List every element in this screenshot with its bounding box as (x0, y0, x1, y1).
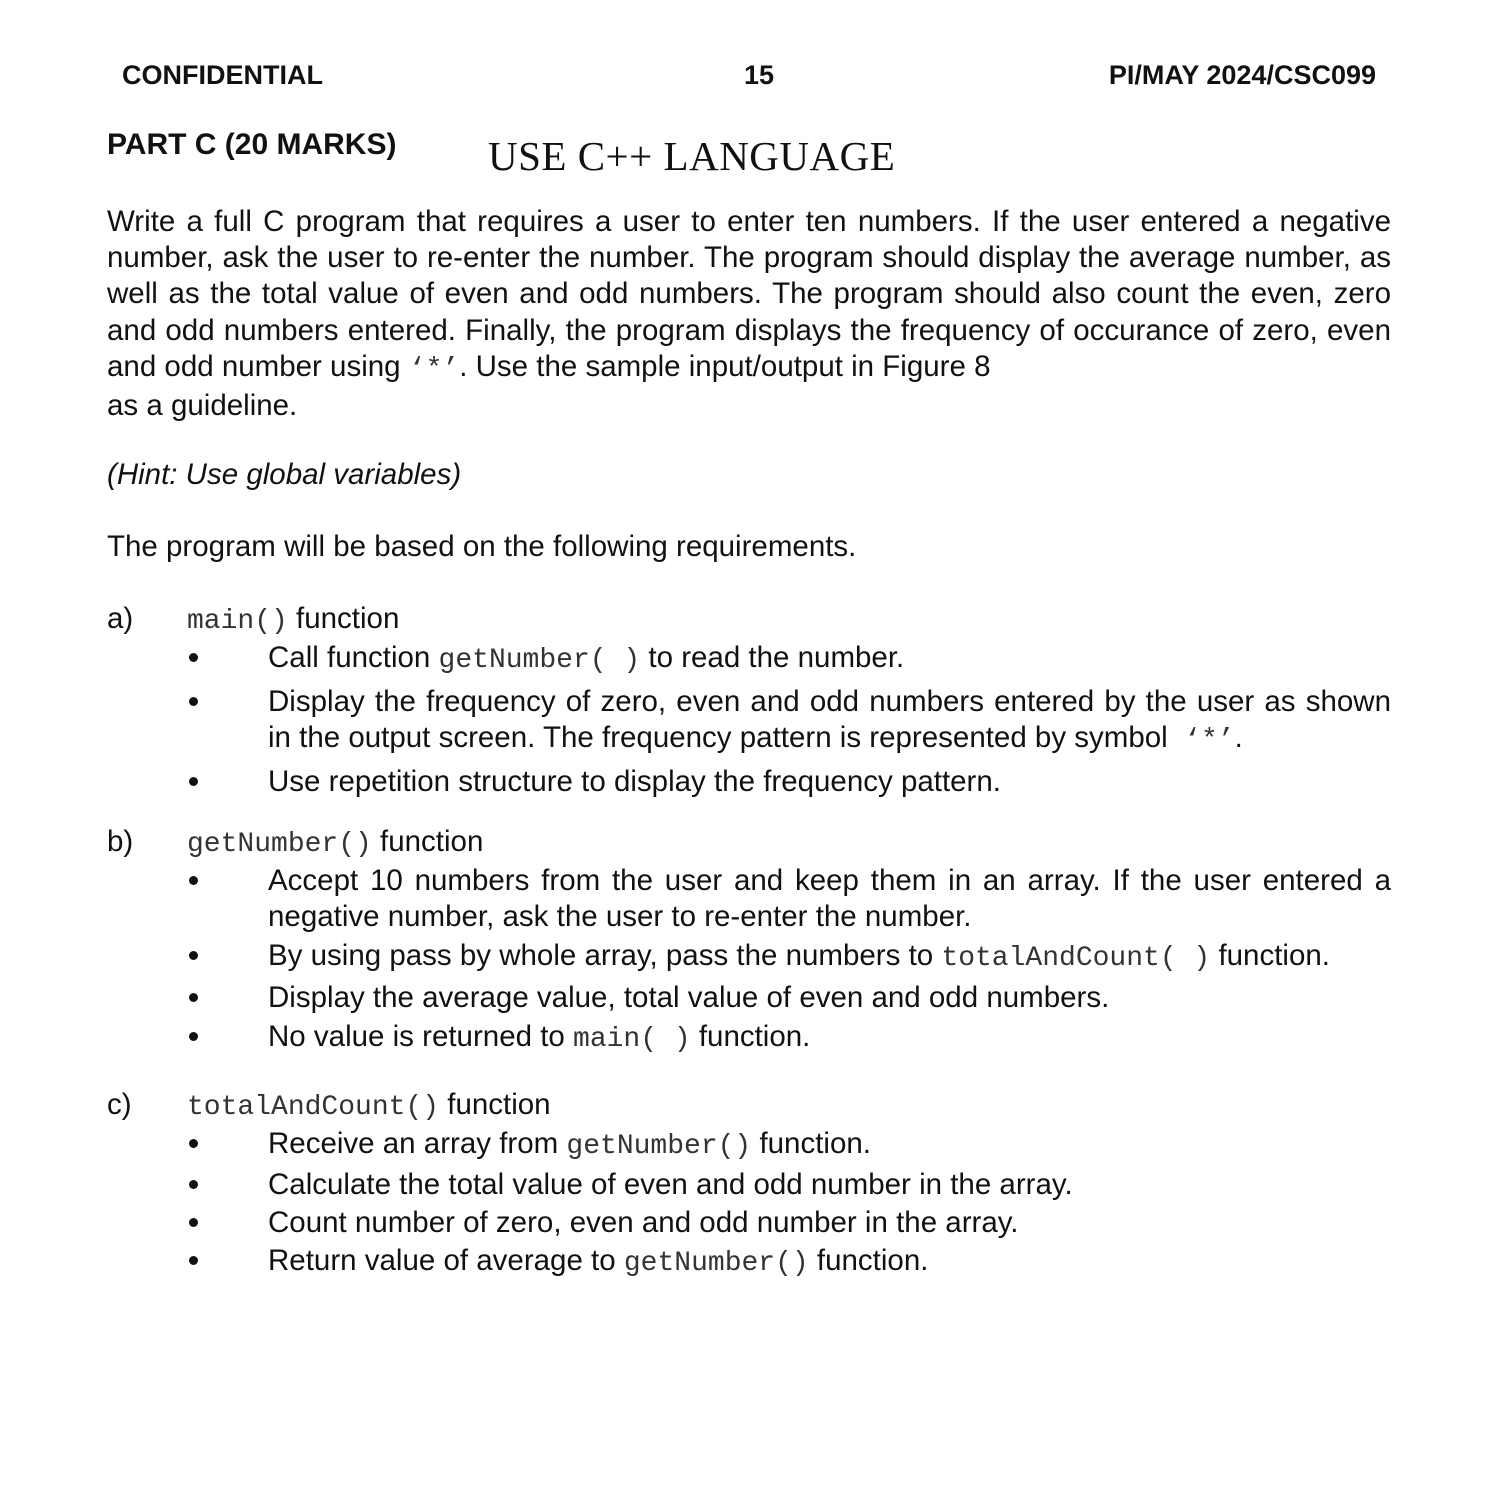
section-c-heading (107, 1088, 1391, 1126)
bullet-text: Receive an array from (268, 1127, 559, 1160)
bullet-list (107, 640, 1391, 800)
bullet-text: Call function (268, 641, 431, 674)
bullet-text: By using pass by whole array, pass the numbers to (268, 939, 934, 972)
intro-text-after: . Use the sample input/output in Figure 8 (459, 349, 991, 383)
bullet-text: Accept 10 numbers from the user and keep them in an array. If the user entered a negative number, ask the user to re-enter the number. (268, 864, 1391, 933)
bullet-text: Use repetition structure to display the frequency pattern. (268, 765, 1001, 798)
bullet-text: Calculate the total value of even and odd number in the array. (268, 1168, 1073, 1201)
function-word: function (447, 1088, 551, 1121)
function-word: function (296, 602, 400, 635)
section-function-title (187, 1088, 551, 1123)
bullet-code: getNumber() (623, 1248, 809, 1279)
function-name: main() (187, 606, 288, 637)
intro-last-line: as a guideline. (107, 389, 298, 422)
requirements-intro: The program will be based on the following requirements. (107, 530, 857, 563)
bullet-symbol: ‘*’ (1184, 725, 1235, 756)
intro-paragraph (107, 204, 1391, 388)
function-word: function (380, 825, 484, 858)
list-item (107, 684, 1391, 759)
bullet-text: function. (1218, 939, 1330, 972)
bullet-text: Count number of zero, even and odd number in the array. (268, 1206, 1019, 1239)
bullet-code: main( ) (573, 1024, 691, 1055)
section-a-heading (107, 602, 1391, 640)
bullet-list (107, 863, 1391, 1058)
section-letter: c) (107, 1088, 132, 1121)
hint-text: (Hint: Use global variables) (107, 458, 462, 491)
bullet-code: totalAndCount( ) (941, 943, 1211, 974)
list-item (107, 640, 1391, 679)
list-item (107, 764, 1391, 800)
section-letter: b) (107, 825, 134, 858)
bullet-text: function. (698, 1020, 811, 1053)
intro-text: Write a full C program that requires a user to enter ten numbers. If the user entered a negative number, ask the user to re-enter the number. The program should display the average number, as well as the total value of even and odd numbers. The program should also count the even, zero and odd numbers entered. Finally, the program displays the frequency of occurance of zero, even and odd number using (107, 205, 1391, 383)
header-exam-code: PI/MAY 2024/CSC099 (1108, 60, 1376, 90)
bullet-text: function. (816, 1244, 929, 1277)
function-name: totalAndCount() (187, 1092, 440, 1123)
list-item (107, 980, 1391, 1016)
section-b (107, 825, 1391, 1061)
intro-symbol: ‘*’ (408, 353, 460, 385)
bullet-code: getNumber( ) (438, 645, 641, 676)
section-c (107, 1088, 1391, 1284)
header-confidential: CONFIDENTIAL (122, 60, 323, 90)
bullet-code: getNumber() (566, 1131, 752, 1162)
bullet-text: . (1234, 721, 1243, 754)
list-item (107, 1167, 1391, 1203)
list-item (107, 938, 1391, 977)
handwritten-note: USE C++ LANGUAGE (488, 133, 896, 179)
bullet-list (107, 1126, 1391, 1282)
list-item (107, 1205, 1391, 1241)
part-title: PART C (20 MARKS) (107, 128, 397, 161)
header-page-number: 15 (744, 60, 775, 90)
list-item (107, 1243, 1391, 1282)
section-function-title (187, 825, 483, 860)
section-b-heading (107, 825, 1391, 863)
function-name: getNumber() (187, 829, 372, 860)
page-header (122, 60, 1376, 96)
bullet-text: Return value of average to (268, 1244, 616, 1277)
bullet-text: Display the average value, total value of even and odd numbers. (268, 981, 1110, 1014)
list-item (107, 1126, 1391, 1165)
bullet-text: to read the number. (648, 641, 905, 674)
section-a (107, 602, 1391, 805)
section-function-title (187, 602, 399, 637)
bullet-text: No value is returned to (268, 1020, 565, 1053)
bullet-text: function. (759, 1127, 871, 1160)
list-item (107, 1019, 1391, 1058)
section-letter: a) (107, 602, 134, 635)
list-item (107, 863, 1391, 935)
bullet-text: Display the frequency of zero, even and odd numbers entered by the user as shown in the output screen. The frequency pattern is represented by symbol (268, 685, 1391, 754)
